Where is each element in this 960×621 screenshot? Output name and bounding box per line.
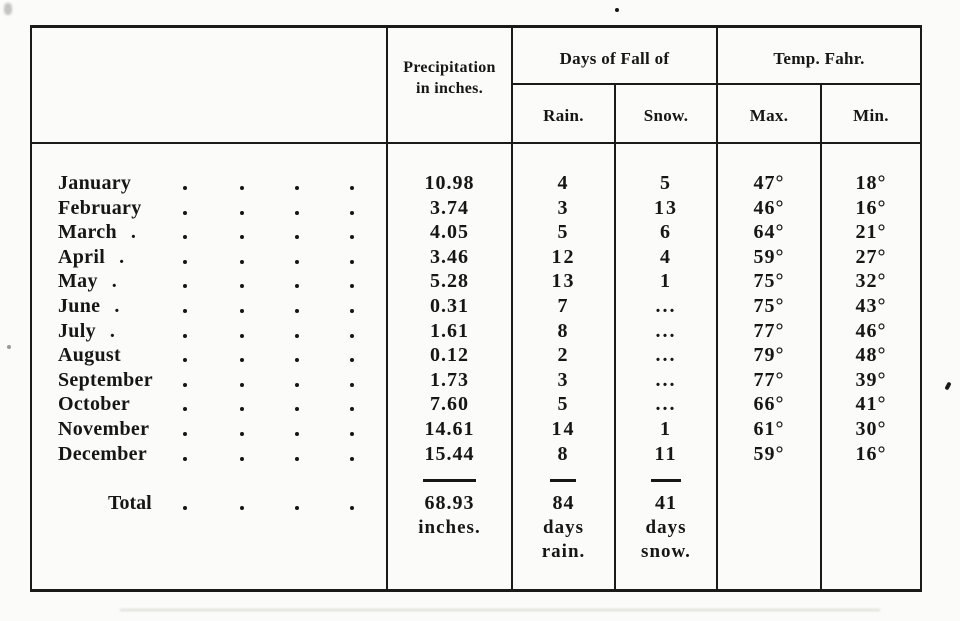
rain-days-value: 8 [557,442,570,465]
precip-value: 7.60 [430,393,469,416]
max-temp-value: 64° [753,221,785,244]
rain-days-value: 5 [557,393,570,416]
total-snow-unit-line1: days [645,516,687,538]
min-temp-value: 41° [855,393,887,416]
min-temp-value: 16° [855,196,887,219]
month-name: October [58,393,131,416]
total-snow-value: 41 [655,492,677,514]
sum-rule-precip [423,479,476,482]
total-rain-unit-line2: rain. [541,541,586,563]
min-temp-value: 30° [855,418,887,440]
snow-days-value: ... [655,393,677,416]
leader-dot [183,334,187,338]
leader-dot [240,334,244,338]
month-name: January [58,172,132,194]
leader-dot [183,284,187,288]
leader-dot [240,457,244,461]
total-rain [513,491,614,565]
month-name: September [58,368,153,391]
leader-dot [240,211,244,215]
total-precip-value: 68.93 [424,492,475,514]
max-temp-value: 46° [753,196,785,219]
precip-value: 14.61 [424,418,475,440]
min-temp-value: 48° [855,344,887,367]
leader-dot [350,407,354,411]
rain-days-value: 13 [551,270,576,293]
leader-dot: . [114,295,120,317]
leader-dot [183,186,187,190]
leader-dot [240,235,244,239]
min-temp-value: 32° [855,270,887,293]
total-precip [388,491,511,540]
table-row [32,343,920,368]
leader-dot [295,457,299,461]
table-row [32,368,920,393]
leader-dot [295,407,299,411]
month-label [58,392,144,417]
snow-days-value: 11 [654,442,678,465]
month-label [58,294,120,319]
scan-artifact [615,8,619,12]
month-label [58,319,115,344]
precip-value: 3.46 [430,245,469,268]
total-rain-value: 84 [552,492,575,514]
month-name: July [58,319,96,342]
month-name: August [58,344,121,367]
max-temp-value: 47° [753,172,785,194]
table-row [32,319,920,344]
leader-dot [350,334,354,338]
precip-value: 0.31 [430,295,469,317]
total-precip-unit: inches. [418,516,481,538]
snow-days-value: ... [655,319,677,342]
precip-value: 5.28 [430,270,469,293]
month-name: May [58,270,98,293]
precip-value: 3.74 [430,196,469,219]
month-label [58,171,145,196]
precip-value: 15.44 [424,442,475,465]
min-temp-value: 39° [855,368,887,391]
leader-dot: . [111,270,118,293]
rain-days-value: 4 [557,172,570,194]
leader-dot [350,235,354,239]
month-label [58,442,161,467]
leader-dot [295,186,299,190]
page-edge-shadow [120,609,880,611]
leader-dot [240,186,244,190]
leader-dot [240,407,244,411]
month-label [58,417,163,442]
leader-dot [295,211,299,215]
snow-days-value: 13 [654,196,678,219]
max-temp-value: 61° [753,418,785,440]
total-rain-unit-line1: days [543,516,584,538]
rain-days-value: 3 [557,196,570,219]
leader-dot [183,358,187,362]
month-label [58,269,117,294]
days-of-fall-header: Days of Fall of [559,49,670,68]
min-header: Min. [853,106,889,125]
min-temp-value: 43° [855,295,887,317]
leader-dot [295,358,299,362]
leader-dot [350,211,354,215]
leader-dot [183,407,187,411]
leader-dot [183,506,187,510]
leader-dot [240,260,244,264]
leader-dot [183,432,187,436]
month-label [58,245,124,270]
month-label [58,220,136,245]
rain-days-value: 14 [551,418,576,440]
leader-dot [183,260,187,264]
precipitation-header-line1: Precipitation [403,59,496,76]
max-temp-value: 59° [753,442,785,465]
rain-days-value: 2 [557,344,570,367]
table-row [32,220,920,245]
month-name: November [58,418,150,440]
snow-days-value: 5 [660,172,672,194]
leader-dot [240,432,244,436]
sum-rule-snow [651,479,681,482]
leader-dot [183,211,187,215]
group-header-underline [511,83,920,85]
leader-dot [240,358,244,362]
scan-artifact [4,3,12,15]
max-temp-value: 66° [753,393,785,416]
precipitation-header-line2: in inches. [415,80,483,97]
precip-value: 0.12 [430,344,469,367]
leader-dot [240,506,244,510]
leader-dot [350,260,354,264]
month-label [58,196,156,221]
leader-dot [295,383,299,387]
rain-days-value: 5 [557,221,570,244]
precip-value: 1.61 [430,319,469,342]
snow-days-value: 1 [660,270,672,293]
max-header: Max. [749,106,789,125]
leader-dot [350,284,354,288]
leader-dot [240,284,244,288]
leader-dot [350,457,354,461]
total-snow [616,491,716,565]
leader-dot [183,457,187,461]
min-temp-value: 27° [855,245,887,268]
leader-dot [183,309,187,313]
leader-dot [350,358,354,362]
precip-value: 10.98 [424,172,475,194]
precip-value: 1.73 [430,368,469,391]
leader-dot [295,309,299,313]
max-temp-value: 59° [753,245,785,268]
table-row [32,269,920,294]
scan-artifact [944,382,951,391]
sum-rule-rain [550,479,576,482]
snow-days-value: ... [655,295,677,317]
max-temp-value: 77° [753,319,785,342]
leader-dot [295,235,299,239]
snow-header: Snow. [643,106,689,125]
snow-days-value: ... [655,344,677,367]
leader-dot [183,383,187,387]
leader-dot [350,186,354,190]
header-separator-line [32,142,920,144]
leader-dot [350,309,354,313]
leader-dot [350,506,354,510]
min-temp-value: 21° [855,221,887,244]
month-label [58,368,167,393]
max-temp-value: 75° [753,270,785,293]
table-row [32,196,920,221]
rain-days-value: 12 [551,245,576,268]
table-row [32,392,920,417]
rain-header: Rain. [543,106,584,125]
snow-days-value: 1 [660,418,672,440]
precipitation-header [388,57,511,99]
max-temp-value: 79° [753,344,785,367]
leader-dot [240,383,244,387]
snow-days-value: ... [655,368,677,391]
precip-value: 4.05 [430,221,469,244]
month-name: June [58,295,101,317]
min-temp-value: 16° [855,442,887,465]
leader-dot: . [109,319,116,342]
total-label: Total [108,492,152,514]
leader-dot [350,383,354,387]
leader-dot [295,284,299,288]
leader-dot [240,309,244,313]
leader-dot [295,432,299,436]
month-label [58,343,135,368]
total-snow-unit-line2: snow. [641,541,691,563]
max-temp-value: 77° [753,368,785,391]
rain-days-value: 3 [557,368,570,391]
snow-days-value: 6 [660,221,672,244]
month-name: April [58,245,106,268]
leader-dot [295,334,299,338]
leader-dot [295,506,299,510]
meteorological-table [30,25,922,592]
leader-dot [295,260,299,264]
table-row [32,417,920,442]
month-name: March [58,221,117,244]
leader-dot: . [130,221,137,244]
table-row [32,245,920,270]
rain-days-value: 8 [557,319,570,342]
table-row [32,442,920,467]
leader-dot [350,432,354,436]
temp-fahr-header: Temp. Fahr. [773,49,865,68]
leader-dot: . [119,245,125,268]
month-name: February [58,196,142,219]
min-temp-value: 46° [855,319,887,342]
snow-days-value: 4 [660,245,672,268]
table-row [32,294,920,319]
max-temp-value: 75° [753,295,785,317]
month-name: December [58,442,148,465]
scan-artifact [7,345,11,349]
min-temp-value: 18° [855,172,887,194]
rain-days-value: 7 [557,295,570,317]
leader-dot [183,235,187,239]
table-row [32,171,920,196]
